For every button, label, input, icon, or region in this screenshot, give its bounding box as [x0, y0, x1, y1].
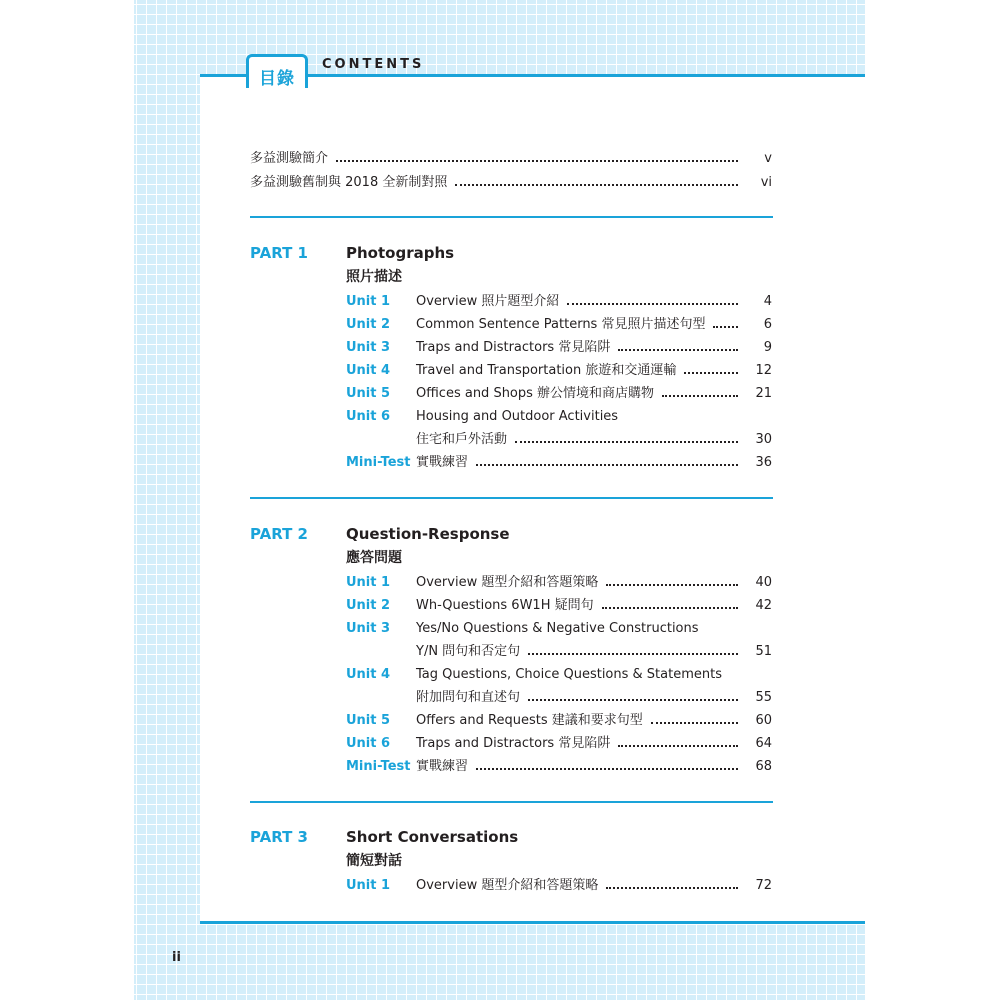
toc-unit-entry[interactable] — [0, 711, 1000, 731]
toc-intro-entry[interactable] — [0, 173, 1000, 193]
entry-page: 4 — [763, 294, 772, 309]
entry-title: 多益測驗舊制與 2018 全新制對照 — [250, 175, 448, 190]
page-number: ii — [172, 950, 181, 965]
toc-unit-entry-continued[interactable] — [0, 688, 1000, 708]
entry-page: 30 — [755, 432, 772, 447]
unit-code: Unit 1 — [346, 575, 391, 590]
toc-intro-entry[interactable] — [0, 149, 1000, 169]
unit-code: Unit 1 — [346, 878, 391, 893]
leader-dots — [476, 464, 738, 466]
entry-title: Common Sentence Patterns 常見照片描述句型 — [416, 317, 706, 332]
part-label: PART 1 — [250, 244, 308, 262]
entry-title: Offers and Requests 建議和要求句型 — [416, 713, 643, 728]
entry-page: 72 — [755, 878, 772, 893]
footer-rule — [200, 921, 865, 924]
part-title: Question-Response — [346, 525, 510, 543]
section-divider — [250, 801, 773, 803]
entry-page: 60 — [755, 713, 772, 728]
toc-unit-entry[interactable] — [0, 596, 1000, 616]
toc-unit-entry[interactable] — [0, 315, 1000, 335]
unit-code: Unit 3 — [346, 340, 391, 355]
entry-title: Y/N 問句和否定句 — [416, 644, 521, 659]
entry-page: 55 — [755, 690, 772, 705]
entry-page: 42 — [755, 598, 772, 613]
unit-code: Unit 5 — [346, 713, 391, 728]
leader-dots — [528, 699, 738, 701]
leader-dots — [476, 768, 738, 770]
entry-title: Overview 題型介紹和答題策略 — [416, 575, 599, 590]
toc-unit-entry-continued[interactable] — [0, 430, 1000, 450]
entry-page: 64 — [755, 736, 772, 751]
entry-title: 附加問句和直述句 — [416, 690, 521, 705]
entry-title: Traps and Distractors 常見陷阱 — [416, 340, 611, 355]
unit-code: Unit 4 — [346, 363, 391, 378]
toc-tab-label: 目錄 — [259, 69, 295, 89]
entry-title: 住宅和戶外活動 — [416, 432, 508, 447]
entry-title: 多益測驗簡介 — [250, 151, 329, 166]
entry-title: Housing and Outdoor Activities — [416, 409, 619, 424]
part-subtitle: 照片描述 — [346, 269, 402, 285]
toc-tab — [246, 54, 308, 88]
entry-title: Overview 照片題型介紹 — [416, 294, 560, 309]
toc-unit-entry[interactable] — [0, 453, 1000, 473]
leader-dots — [515, 441, 738, 443]
entry-page: 21 — [755, 386, 772, 401]
toc-unit-entry-continued[interactable] — [0, 642, 1000, 662]
toc-unit-entry[interactable] — [0, 573, 1000, 593]
entry-title: Wh-Questions 6W1H 疑問句 — [416, 598, 594, 613]
entry-title: Tag Questions, Choice Questions & Statements — [416, 667, 722, 682]
part-title: Short Conversations — [346, 828, 519, 846]
entry-page: 36 — [755, 455, 772, 470]
entry-page: 12 — [755, 363, 772, 378]
leader-dots — [662, 395, 738, 397]
section-divider — [250, 497, 773, 499]
unit-code: Unit 3 — [346, 621, 391, 636]
toc-unit-entry[interactable] — [0, 384, 1000, 404]
leader-dots — [602, 607, 738, 609]
entry-title: Traps and Distractors 常見陷阱 — [416, 736, 611, 751]
contents-heading: CONTENTS — [322, 57, 425, 72]
toc-unit-entry[interactable] — [0, 407, 1000, 427]
unit-code: Mini-Test — [346, 759, 411, 774]
part-subtitle: 簡短對話 — [346, 853, 402, 869]
entry-title: Travel and Transportation 旅遊和交通運輸 — [416, 363, 677, 378]
entry-title: Overview 題型介紹和答題策略 — [416, 878, 599, 893]
unit-code: Unit 6 — [346, 736, 391, 751]
entry-page: vi — [760, 175, 772, 190]
content-panel — [200, 77, 865, 922]
unit-code: Unit 4 — [346, 667, 391, 682]
leader-dots — [606, 887, 738, 889]
entry-title: 實戰練習 — [416, 759, 469, 774]
section-divider — [250, 216, 773, 218]
entry-title: Yes/No Questions & Negative Constructions — [416, 621, 699, 636]
unit-code: Mini-Test — [346, 455, 411, 470]
entry-title: 實戰練習 — [416, 455, 469, 470]
unit-code: Unit 1 — [346, 294, 391, 309]
entry-page: v — [764, 151, 772, 166]
toc-unit-entry[interactable] — [0, 292, 1000, 312]
leader-dots — [618, 745, 738, 747]
leader-dots — [606, 584, 738, 586]
leader-dots — [567, 303, 738, 305]
unit-code: Unit 2 — [346, 317, 391, 332]
toc-unit-entry[interactable] — [0, 665, 1000, 685]
entry-page: 9 — [763, 340, 772, 355]
part-label: PART 3 — [250, 828, 308, 846]
entry-page: 40 — [755, 575, 772, 590]
toc-unit-entry[interactable] — [0, 361, 1000, 381]
leader-dots — [455, 184, 738, 186]
part-title: Photographs — [346, 244, 455, 262]
entry-page: 68 — [755, 759, 772, 774]
toc-unit-entry[interactable] — [0, 338, 1000, 358]
toc-unit-entry[interactable] — [0, 619, 1000, 639]
leader-dots — [528, 653, 738, 655]
entry-page: 51 — [755, 644, 772, 659]
unit-code: Unit 5 — [346, 386, 391, 401]
unit-code: Unit 6 — [346, 409, 391, 424]
toc-unit-entry[interactable] — [0, 876, 1000, 896]
part-subtitle: 應答問題 — [346, 550, 402, 566]
leader-dots — [336, 160, 738, 162]
entry-page: 6 — [763, 317, 772, 332]
part-label: PART 2 — [250, 525, 308, 543]
toc-unit-entry[interactable] — [0, 734, 1000, 754]
toc-unit-entry[interactable] — [0, 757, 1000, 777]
entry-title: Offices and Shops 辦公情境和商店購物 — [416, 386, 655, 401]
leader-dots — [684, 372, 738, 374]
leader-dots — [618, 349, 738, 351]
leader-dots — [651, 722, 738, 724]
unit-code: Unit 2 — [346, 598, 391, 613]
